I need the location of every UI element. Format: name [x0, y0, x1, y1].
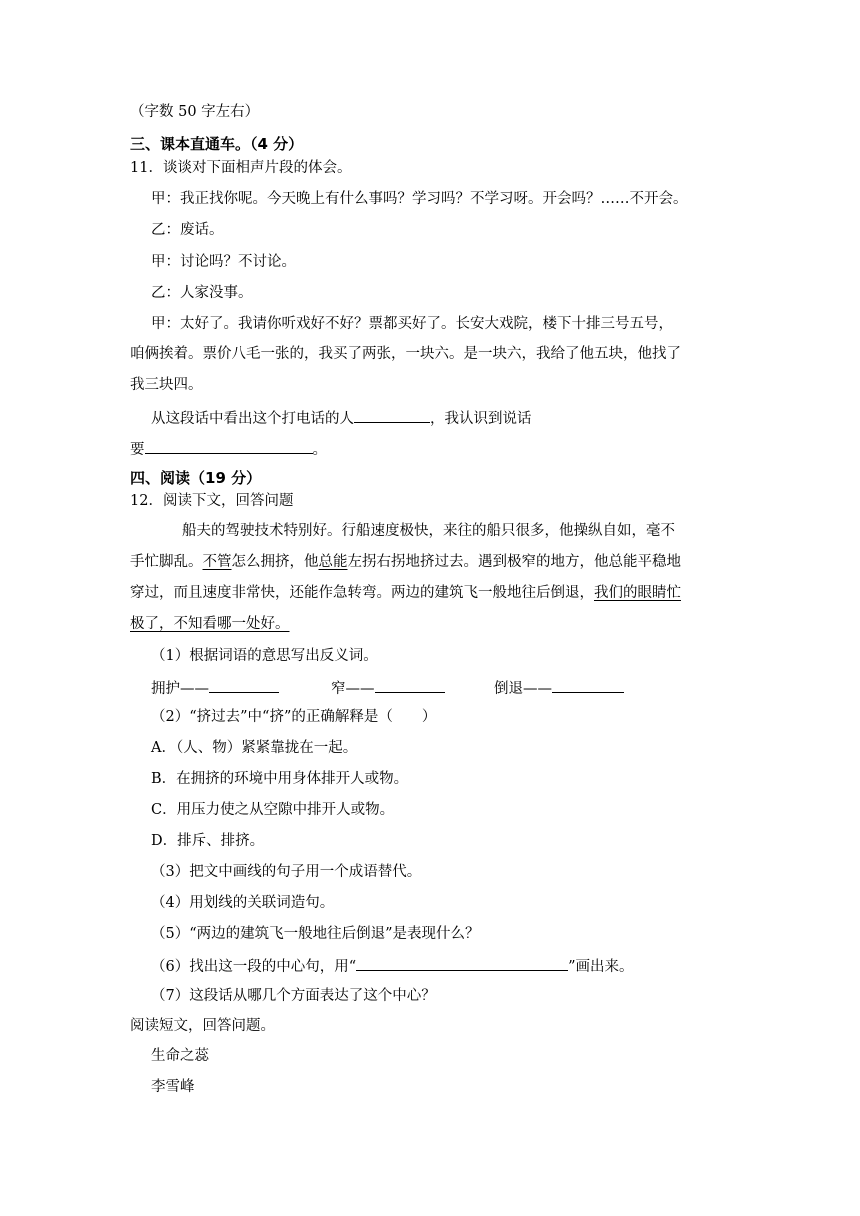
option-c[interactable]: C．用压力使之从空隙中排开人或物。 [151, 802, 395, 818]
answer-blank[interactable] [354, 407, 430, 423]
fill-text: ，我认识到说话 [430, 411, 532, 427]
fill-text: 。 [312, 442, 327, 458]
option-a[interactable]: A．（人、物）紧紧靠拢在一起。 [151, 740, 358, 756]
sub-question-3: （3）把文中画线的句子用一个成语替代。 [151, 864, 422, 880]
passage-line [130, 614, 290, 634]
dialog-long-line: 我三块四。 [130, 377, 203, 393]
answer-blank[interactable] [375, 677, 445, 693]
answer-blank[interactable] [356, 955, 568, 971]
passage-line: 船夫的驾驶技术特别好。行船速度极快，来往的船只很多，他操纵自如，毫不 [182, 523, 675, 539]
sub-question-4: （4）用划线的关联词造句。 [151, 895, 335, 911]
antonym-label: 拥护—— [151, 681, 209, 697]
passage-text: 手忙脚乱。 [130, 554, 203, 570]
passage-text: 怎么拥挤，他 [231, 554, 319, 570]
answer-blank[interactable] [209, 677, 279, 693]
essay-author: 李雪峰 [151, 1079, 195, 1095]
sub-question-7: （7）这段话从哪几个方面表达了这个中心？ [151, 988, 436, 1004]
sub-question-6 [151, 955, 634, 977]
dialog-line: 甲：讨论吗？不讨论。 [151, 254, 296, 270]
antonym-label: 窄—— [331, 681, 375, 697]
dialog-line: 乙：人家没事。 [151, 285, 253, 301]
fill-text: 从这段话中看出这个打电话的人 [151, 411, 354, 427]
sub-question-2: （2）“挤过去”中“挤”的正确解释是（ ） [151, 709, 437, 725]
antonym-item [494, 677, 624, 699]
fill-in-sentence [151, 407, 532, 429]
dialog-long-line: 咱俩挨着。票价八毛一张的，我买了两张，一块六。是一块六，我给了他五块，他找了 [130, 346, 681, 362]
essay-title: 生命之蕊 [151, 1048, 209, 1064]
section-3-heading: 三、课本直通车。（4 分） [130, 135, 304, 153]
underlined-conjunction: 总能 [318, 554, 348, 570]
passage-line [130, 552, 681, 572]
dialog-line: 甲：我正找你呢。今天晚上有什么事吗？学习吗？不学习呀。开会吗？……不开会。 [151, 191, 688, 207]
antonym-item [151, 677, 279, 699]
fill-in-sentence-cont [130, 438, 327, 460]
question-text: （6）找出这一段的中心句，用“ [151, 959, 357, 975]
word-count-note: （字数 50 字左右） [130, 104, 260, 120]
option-b[interactable]: B．在拥挤的环境中用身体排开人或物。 [151, 771, 409, 787]
underlined-sentence: 极了，不知看哪一处好。 [130, 616, 290, 632]
antonym-label: 倒退—— [494, 681, 552, 697]
section-4-heading: 四、阅读（19 分） [130, 469, 262, 487]
passage-line [130, 583, 681, 603]
question-text: ”画出来。 [568, 959, 634, 975]
question-11-title: 11．谈谈对下面相声片段的体会。 [130, 160, 352, 176]
question-12-title: 12．阅读下文，回答问题 [130, 493, 294, 509]
passage-text: 左拐右拐地挤过去。遇到极窄的地方，他总能平稳地 [347, 554, 681, 570]
sub-question-1: （1）根据词语的意思写出反义词。 [151, 648, 378, 664]
dialog-long-line: 甲：太好了。我请你听戏好不好？票都买好了。长安大戏院，楼下十排三号五号， [151, 316, 673, 332]
sub-question-5: （5）“两边的建筑飞一般地往后倒退”是表现什么？ [151, 926, 480, 942]
fill-text: 要 [130, 442, 145, 458]
passage-text: 穿过，而且速度非常快，还能作急转弯。两边的建筑飞一般地往后倒退， [130, 585, 594, 601]
underlined-sentence: 我们的眼睛忙 [594, 585, 681, 601]
short-reading-prompt: 阅读短文，回答问题。 [130, 1018, 275, 1034]
answer-blank[interactable] [145, 438, 313, 454]
dialog-line: 乙：废话。 [151, 222, 224, 238]
option-d[interactable]: D．排斥、排挤。 [151, 833, 265, 849]
antonym-item [331, 677, 445, 699]
answer-blank[interactable] [552, 677, 624, 693]
underlined-conjunction: 不管 [202, 554, 232, 570]
